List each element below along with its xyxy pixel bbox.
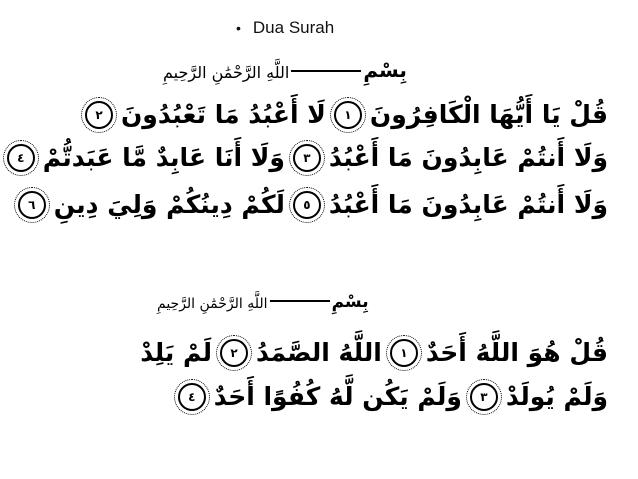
ayah-marker: ٦ [18, 191, 46, 219]
ayah-marker: ٢ [220, 339, 248, 367]
verse-text: لَمْ يَلِدْ [140, 338, 213, 367]
ayah-marker: ٤ [178, 383, 206, 411]
verse-text: قُلْ هُوَ اللَّهُ أَحَدٌ [425, 338, 608, 367]
verse-text: قُلْ يَا أَيُّهَا الْكَافِرُونَ [369, 100, 608, 129]
ayah-marker: ٣ [470, 383, 498, 411]
verse-text: وَلَمْ يَكُن لَّهُ كُفُوًا أَحَدٌ [213, 382, 462, 411]
ayah-marker: ٥ [293, 191, 321, 219]
verse-text: اللَّهُ الصَّمَدُ [256, 338, 382, 367]
ikhlas-line-1 [140, 338, 608, 367]
bismillah-rest: اللَّهِ الرَّحْمَٰنِ الرَّحِيمِ [157, 296, 268, 312]
ayah-marker: ٢ [85, 101, 113, 129]
verse-text: وَلَمْ يُولَدْ [505, 382, 608, 411]
verse-text: لَا أَعْبُدُ مَا تَعْبُدُونَ [120, 100, 326, 129]
bismillah-stretch [291, 70, 361, 72]
ikhlas-line-2 [170, 382, 608, 411]
bismillah-rest: اللَّهِ الرَّحْمَٰنِ الرَّحِيمِ [163, 63, 290, 82]
ayah-marker: ٣ [293, 144, 321, 172]
verse-text: وَلَا أَنتُمْ عَابِدُونَ مَا أَعْبُدُ [328, 190, 608, 219]
verse-text: وَلَا أَنَا عَابِدٌ مَّا عَبَدتُّمْ [42, 143, 285, 172]
verse-text: وَلَا أَنتُمْ عَابِدُونَ مَا أَعْبُدُ [328, 143, 608, 172]
kafirun-line-2 [0, 143, 608, 172]
slide-title [236, 18, 334, 38]
ayah-marker: ١ [390, 339, 418, 367]
kafirun-line-1 [77, 100, 608, 129]
ayah-marker: ١ [334, 101, 362, 129]
ayah-marker: ٤ [7, 144, 35, 172]
bismillah-bism: بِسْمِ [363, 58, 407, 82]
bismillah-stretch [270, 300, 330, 302]
bismillah-bism: بِسْمِ [331, 292, 369, 312]
bismillah-1 [163, 58, 407, 82]
bismillah-2 [157, 292, 369, 312]
title-text: Dua Surah [252, 18, 335, 37]
bullet: • [236, 20, 241, 36]
kafirun-line-3 [10, 190, 608, 219]
verse-text: لَكُمْ دِينُكُمْ وَلِيَ دِينِ [53, 190, 285, 219]
